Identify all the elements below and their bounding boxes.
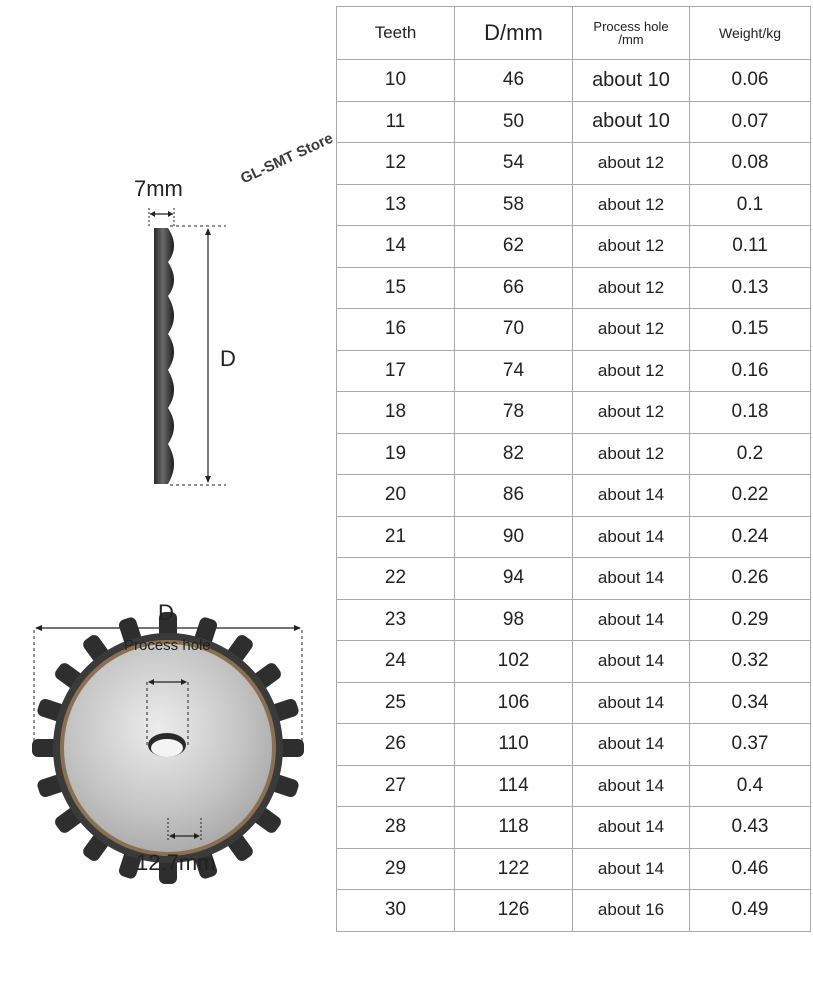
table-row [337, 848, 811, 890]
table-row [337, 558, 811, 600]
header-process-hole-line2: /mm [618, 32, 644, 47]
cell-weight: 0.11 [690, 226, 811, 268]
cell-process-hole: about 12 [573, 433, 690, 475]
cell-diameter: 86 [455, 475, 573, 517]
cell-diameter: 78 [455, 392, 573, 434]
cell-weight: 0.06 [690, 60, 811, 102]
cell-teeth: 24 [337, 641, 455, 683]
table-row [337, 724, 811, 766]
cell-teeth: 20 [337, 475, 455, 517]
cell-teeth: 27 [337, 765, 455, 807]
cell-teeth: 10 [337, 60, 455, 102]
cell-process-hole: about 10 [573, 60, 690, 102]
cell-diameter: 110 [455, 724, 573, 766]
table-row [337, 641, 811, 683]
table-row [337, 392, 811, 434]
cell-teeth: 17 [337, 350, 455, 392]
cell-process-hole: about 12 [573, 184, 690, 226]
cell-diameter: 126 [455, 890, 573, 932]
cell-diameter: 46 [455, 60, 573, 102]
front-diameter-label: D [158, 600, 174, 625]
cell-weight: 0.16 [690, 350, 811, 392]
cell-diameter: 50 [455, 101, 573, 143]
cell-diameter: 74 [455, 350, 573, 392]
store-watermark: GL-SMT Store [238, 129, 336, 188]
sprocket-side-view-diagram [120, 170, 320, 500]
sprocket-spec-table [336, 6, 811, 932]
table-row [337, 475, 811, 517]
cell-diameter: 106 [455, 682, 573, 724]
cell-weight: 0.46 [690, 848, 811, 890]
cell-teeth: 18 [337, 392, 455, 434]
cell-weight: 0.08 [690, 143, 811, 185]
header-teeth: Teeth [337, 7, 455, 60]
cell-process-hole: about 14 [573, 848, 690, 890]
cell-weight: 0.29 [690, 599, 811, 641]
header-process-hole-line1: Process hole [593, 19, 669, 34]
cell-weight: 0.32 [690, 641, 811, 683]
cell-diameter: 114 [455, 765, 573, 807]
cell-teeth: 19 [337, 433, 455, 475]
table-row [337, 60, 811, 102]
sprocket-front-view-diagram [20, 590, 320, 890]
cell-weight: 0.13 [690, 267, 811, 309]
cell-diameter: 70 [455, 309, 573, 351]
cell-weight: 0.18 [690, 392, 811, 434]
cell-diameter: 102 [455, 641, 573, 683]
table-row [337, 143, 811, 185]
cell-teeth: 13 [337, 184, 455, 226]
table-row [337, 807, 811, 849]
table-row [337, 890, 811, 932]
table-row [337, 599, 811, 641]
table-row [337, 516, 811, 558]
cell-process-hole: about 14 [573, 558, 690, 600]
table-row [337, 682, 811, 724]
cell-diameter: 54 [455, 143, 573, 185]
cell-teeth: 23 [337, 599, 455, 641]
cell-process-hole: about 14 [573, 475, 690, 517]
cell-weight: 0.1 [690, 184, 811, 226]
cell-diameter: 118 [455, 807, 573, 849]
cell-weight: 0.37 [690, 724, 811, 766]
cell-teeth: 14 [337, 226, 455, 268]
cell-weight: 0.24 [690, 516, 811, 558]
cell-teeth: 26 [337, 724, 455, 766]
table-row [337, 350, 811, 392]
cell-teeth: 29 [337, 848, 455, 890]
cell-weight: 0.43 [690, 807, 811, 849]
cell-diameter: 82 [455, 433, 573, 475]
cell-weight: 0.26 [690, 558, 811, 600]
process-hole-label: Process hole [124, 637, 211, 654]
table-row [337, 765, 811, 807]
cell-diameter: 98 [455, 599, 573, 641]
cell-diameter: 62 [455, 226, 573, 268]
cell-diameter: 94 [455, 558, 573, 600]
cell-weight: 0.07 [690, 101, 811, 143]
cell-teeth: 30 [337, 890, 455, 932]
cell-diameter: 66 [455, 267, 573, 309]
cell-weight: 0.15 [690, 309, 811, 351]
table-row [337, 101, 811, 143]
cell-process-hole: about 16 [573, 890, 690, 932]
cell-diameter: 58 [455, 184, 573, 226]
cell-weight: 0.2 [690, 433, 811, 475]
cell-process-hole: about 12 [573, 226, 690, 268]
header-weight: Weight/kg [690, 7, 811, 60]
table-row [337, 184, 811, 226]
cell-process-hole: about 12 [573, 350, 690, 392]
cell-weight: 0.34 [690, 682, 811, 724]
sprocket-side-body [154, 228, 174, 484]
cell-process-hole: about 14 [573, 641, 690, 683]
header-diameter: D/mm [455, 7, 573, 60]
cell-weight: 0.22 [690, 475, 811, 517]
cell-process-hole: about 12 [573, 309, 690, 351]
cell-weight: 0.49 [690, 890, 811, 932]
cell-teeth: 11 [337, 101, 455, 143]
cell-process-hole: about 14 [573, 765, 690, 807]
cell-process-hole: about 14 [573, 682, 690, 724]
table-row [337, 433, 811, 475]
cell-process-hole: about 12 [573, 392, 690, 434]
table-row [337, 267, 811, 309]
cell-weight: 0.4 [690, 765, 811, 807]
cell-diameter: 90 [455, 516, 573, 558]
cell-teeth: 16 [337, 309, 455, 351]
cell-process-hole: about 14 [573, 724, 690, 766]
cell-teeth: 12 [337, 143, 455, 185]
table-header-row [337, 7, 811, 60]
thickness-label: 7mm [134, 176, 183, 201]
header-process-hole [573, 7, 690, 60]
cell-teeth: 15 [337, 267, 455, 309]
cell-process-hole: about 12 [573, 143, 690, 185]
cell-process-hole: about 10 [573, 101, 690, 143]
cell-teeth: 25 [337, 682, 455, 724]
cell-process-hole: about 14 [573, 516, 690, 558]
cell-process-hole: about 14 [573, 807, 690, 849]
table-row [337, 226, 811, 268]
side-diameter-label: D [220, 346, 236, 371]
cell-process-hole: about 14 [573, 599, 690, 641]
cell-teeth: 28 [337, 807, 455, 849]
cell-teeth: 21 [337, 516, 455, 558]
cell-diameter: 122 [455, 848, 573, 890]
cell-teeth: 22 [337, 558, 455, 600]
table-row [337, 309, 811, 351]
cell-process-hole: about 12 [573, 267, 690, 309]
pitch-label: 12.7mm [136, 850, 216, 875]
